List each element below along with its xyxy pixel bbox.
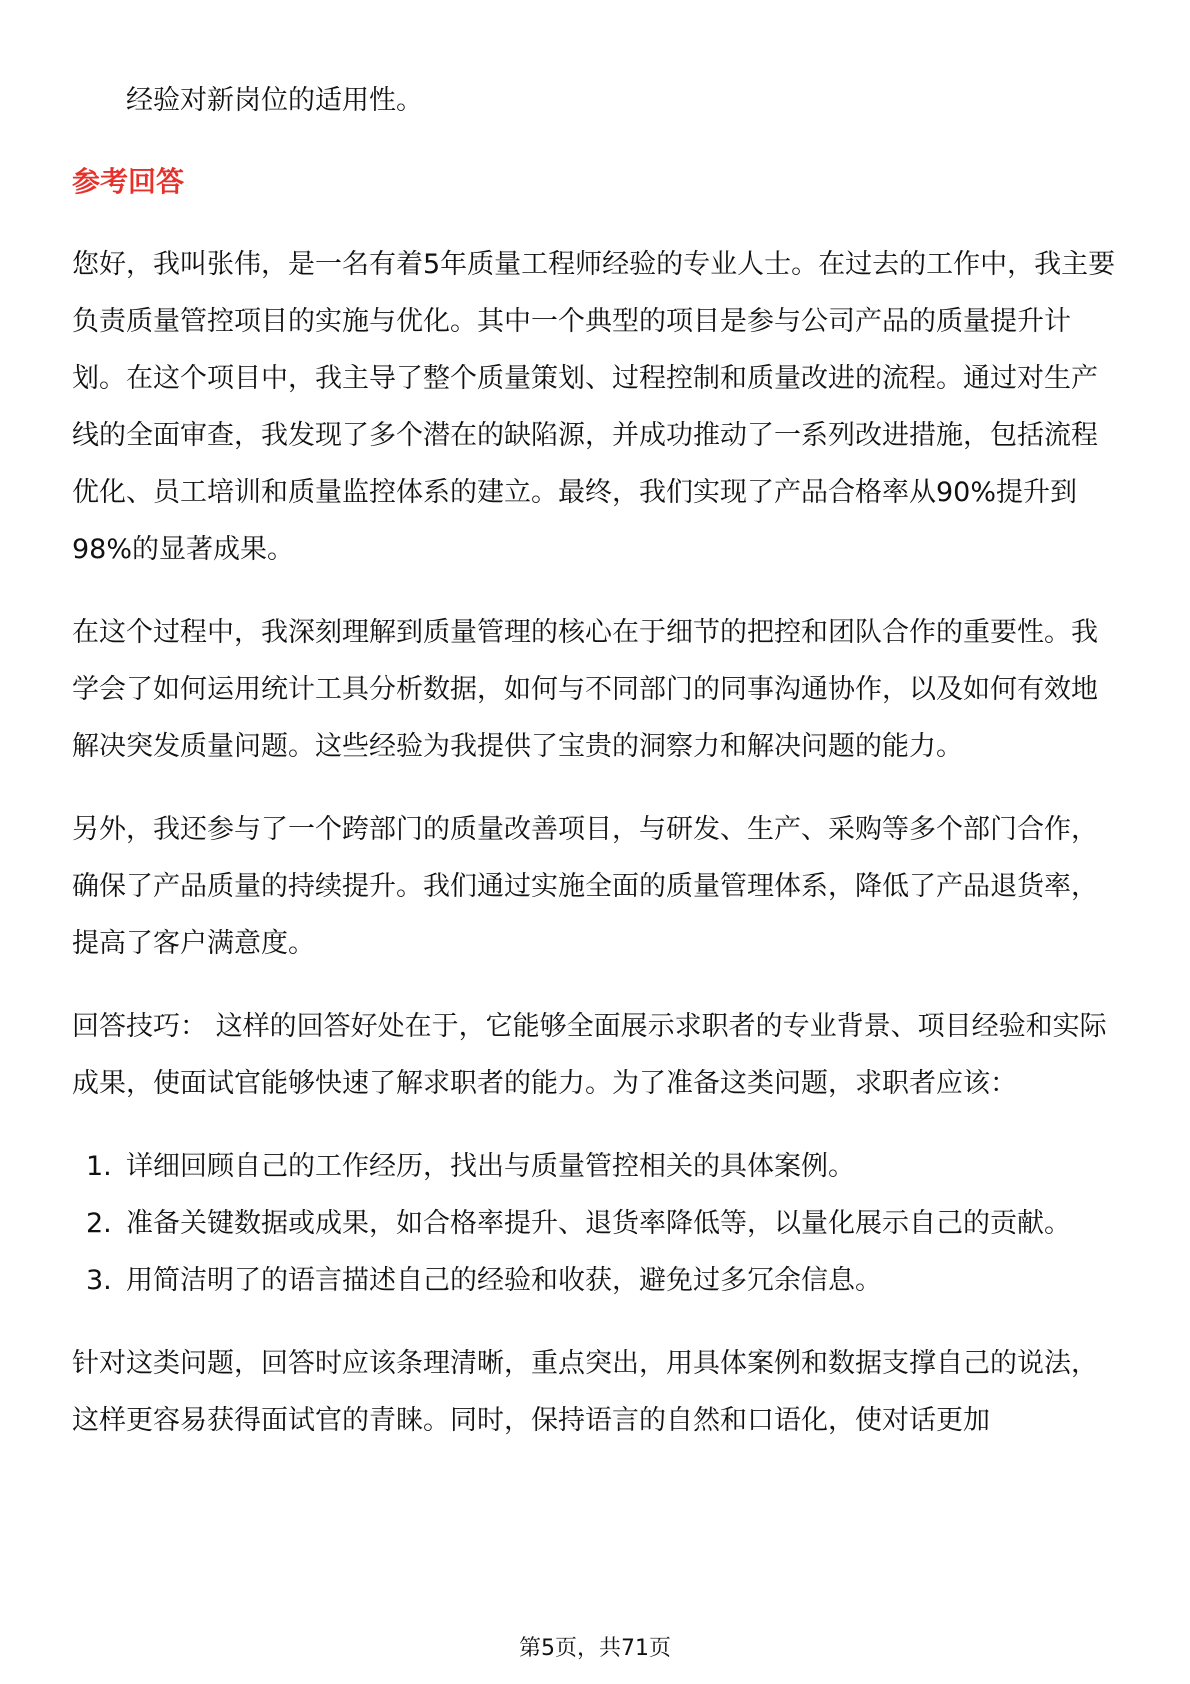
list-item [72, 1252, 1120, 1309]
reference-answer-heading: 参考回答 [72, 165, 185, 198]
list-item-number: 2. [86, 1208, 112, 1239]
tips-list [72, 1138, 1120, 1309]
list-item-text: 详细回顾自己的工作经历，找出与质量管控相关的具体案例。 [126, 1151, 855, 1182]
list-item-number: 1. [86, 1151, 112, 1182]
answer-tips-paragraph: 回答技巧： 这样的回答好处在于，它能够全面展示求职者的专业背景、项目经验和实际成果，使面试官能够快速了解求职者的能力。为了准备这类问题，求职者应该： [72, 1011, 1107, 1099]
closing-paragraph: 针对这类问题，回答时应该条理清晰，重点突出，用具体案例和数据支撑自己的说法，这样更容易获得面试官的青睐。同时，保持语言的自然和口语化，使对话更加 [72, 1348, 1098, 1436]
list-item-text: 准备关键数据或成果，如合格率提升、退货率降低等，以量化展示自己的贡献。 [126, 1208, 1071, 1239]
list-item-number: 3. [86, 1265, 112, 1296]
list-item-text: 用简洁明了的语言描述自己的经验和收获，避免过多冗余信息。 [126, 1265, 882, 1296]
intro-tail-text: 经验对新岗位的适用性。 [126, 85, 423, 116]
list-item [72, 1138, 1120, 1195]
page-content [72, 72, 1120, 1475]
page-number-footer: 第5页，共71页 [519, 1636, 671, 1661]
answer-paragraph-2: 在这个过程中，我深刻理解到质量管理的核心在于细节的把控和团队合作的重要性。我学会了如何运用统计工具分析数据，如何与不同部门的同事沟通协作，以及如何有效地解决突发质量问题。这些经验为我提供了宝贵的洞察力和解决问题的能力。 [72, 617, 1098, 762]
answer-paragraph-1: 您好，我叫张伟，是一名有着5年质量工程师经验的专业人士。在过去的工作中，我主要负责质量管控项目的实施与优化。其中一个典型的项目是参与公司产品的质量提升计划。在这个项目中，我主导了整个质量策划、过程控制和质量改进的流程。通过对生产线的全面审查，我发现了多个潜在的缺陷源，并成功推动了一系列改进措施，包括流程优化、员工培训和质量监控体系的建立。最终，我们实现了产品合格率从90%提升到98%的显著成果。 [72, 249, 1116, 565]
answer-paragraph-3: 另外，我还参与了一个跨部门的质量改善项目，与研发、生产、采购等多个部门合作，确保了产品质量的持续提升。我们通过实施全面的质量管理体系，降低了产品退货率，提高了客户满意度。 [72, 814, 1098, 959]
list-item [72, 1195, 1120, 1252]
